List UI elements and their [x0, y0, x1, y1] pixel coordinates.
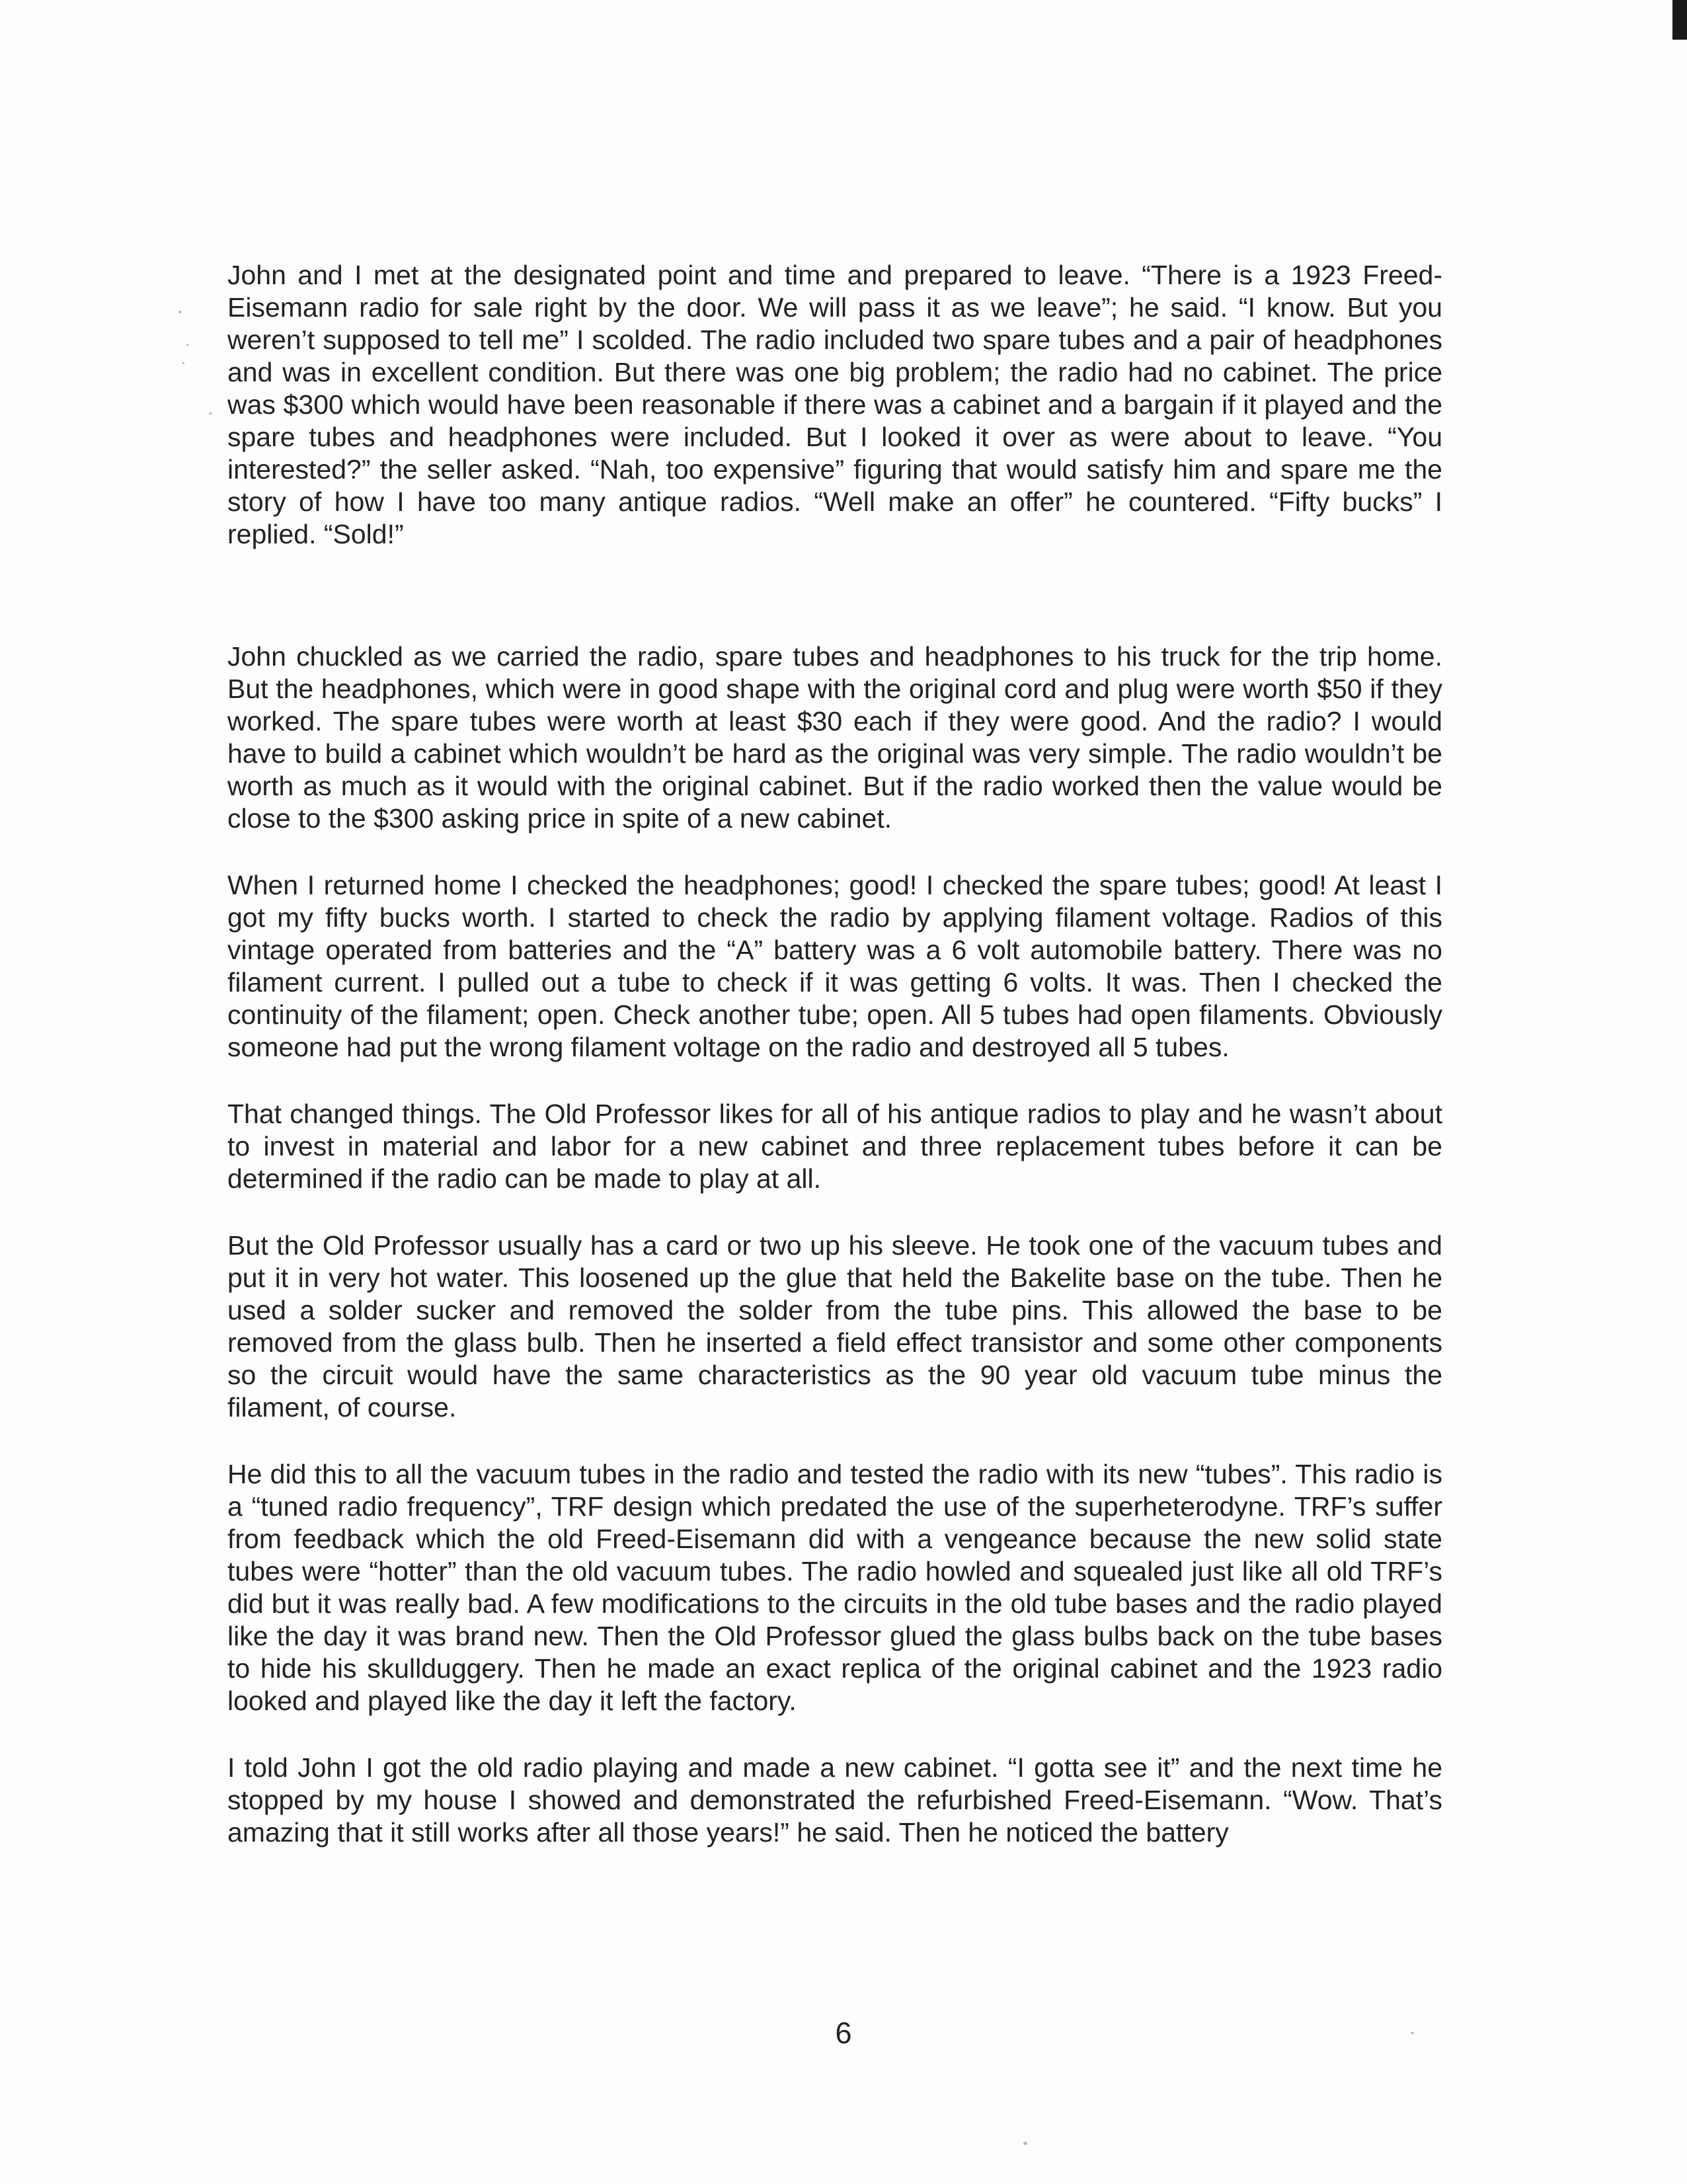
scan-speck — [182, 362, 184, 364]
scan-speck — [209, 412, 212, 414]
page-number: 6 — [835, 2016, 852, 2050]
paragraph: That changed things. The Old Professor likes for all of his antique radios to play and he wasn’t about to invest in material and labor for a new cabinet and three replacement tubes before it can be determined if the radio can be made to play at all. — [227, 1099, 1442, 1194]
paragraph: John and I met at the designated point and time and prepared to leave. “There is a 1923 Freed-Eisemann radio for sale right by the door. We will pass it as we leave”; he said. “I know. But you weren’t supposed to tell me” I scolded. The radio included two spare tubes and a pair of headphones and was in excellent condition. But there was one big problem; the radio had no cabinet. The price was $300 which would have been reasonable if there was a cabinet and a bargain if it played and the spare tubes and headphones were included. But I looked it over as were about to leave. “You interested?” the seller asked. “Nah, too expensive” figuring that would satisfy him and spare me the story of how I have too many antique radios. “Well make an offer” he countered. “Fifty bucks” I replied. “Sold!” — [227, 260, 1442, 549]
scan-speck — [1023, 2142, 1027, 2145]
scan-speck — [178, 311, 181, 313]
paragraph: I told John I got the old radio playing and made a new cabinet. “I gotta see it” and the next time he stopped by my house I showed and demonstrated the refurbished Freed-Eisemann. “Wow. That’s amazing that it still works after all those years!” he said. Then he noticed the battery — [227, 1752, 1442, 1848]
scan-speck — [186, 344, 188, 346]
scan-edge-mark — [1672, 0, 1687, 40]
paragraph: John chuckled as we carried the radio, spare tubes and headphones to his truck for the trip home. But the headphones, which were in good shape with the original cord and plug were worth $50 if they worked. The spare tubes were worth at least $30 each if they were good. And the radio? I would have to build a cabinet which wouldn’t be hard as the original was very simple. The radio wouldn’t be worth as much as it would with the original cabinet. But if the radio worked then the value would be close to the $300 asking price in spite of a new cabinet. — [227, 641, 1442, 834]
body-text — [227, 259, 1442, 1849]
paragraph: But the Old Professor usually has a card or two up his sleeve. He took one of the vacuum tubes and put it in very hot water. This loosened up the glue that held the Bakelite base on the tube. Then he used a solder sucker and removed the solder from the tube pins. This allowed the base to be removed from the glass bulb. Then he inserted a field effect transistor and some other components so the circuit would have the same characteristics as the 90 year old vacuum tube minus the filament, of course. — [227, 1230, 1442, 1423]
paragraph: When I returned home I checked the headphones; good! I checked the spare tubes; good! At least I got my fifty bucks worth. I started to check the radio by applying filament voltage. Radios of this vintage operated from batteries and the “A” battery was a 6 volt automobile battery. There was no filament current. I pulled out a tube to check if it was getting 6 volts. It was. Then I checked the continuity of the filament; open. Check another tube; open. All 5 tubes had open filaments. Obviously someone had put the wrong filament voltage on the radio and destroyed all 5 tubes. — [227, 870, 1442, 1062]
paragraph: He did this to all the vacuum tubes in the radio and tested the radio with its new “tubes”. This radio is a “tuned radio frequency”, TRF design which predated the use of the superheterodyne. TRF’s suffer from feedback which the old Freed-Eisemann did with a vengeance because the new solid state tubes were “hotter” than the old vacuum tubes. The radio howled and squealed just like all old TRF’s did but it was really bad. A few modifications to the circuits in the old tube bases and the radio played like the day it was brand new. Then the Old Professor glued the glass bulbs back on the tube bases to hide his skullduggery. Then he made an exact replica of the original cabinet and the 1923 radio looked and played like the day it left the factory. — [227, 1459, 1442, 1716]
